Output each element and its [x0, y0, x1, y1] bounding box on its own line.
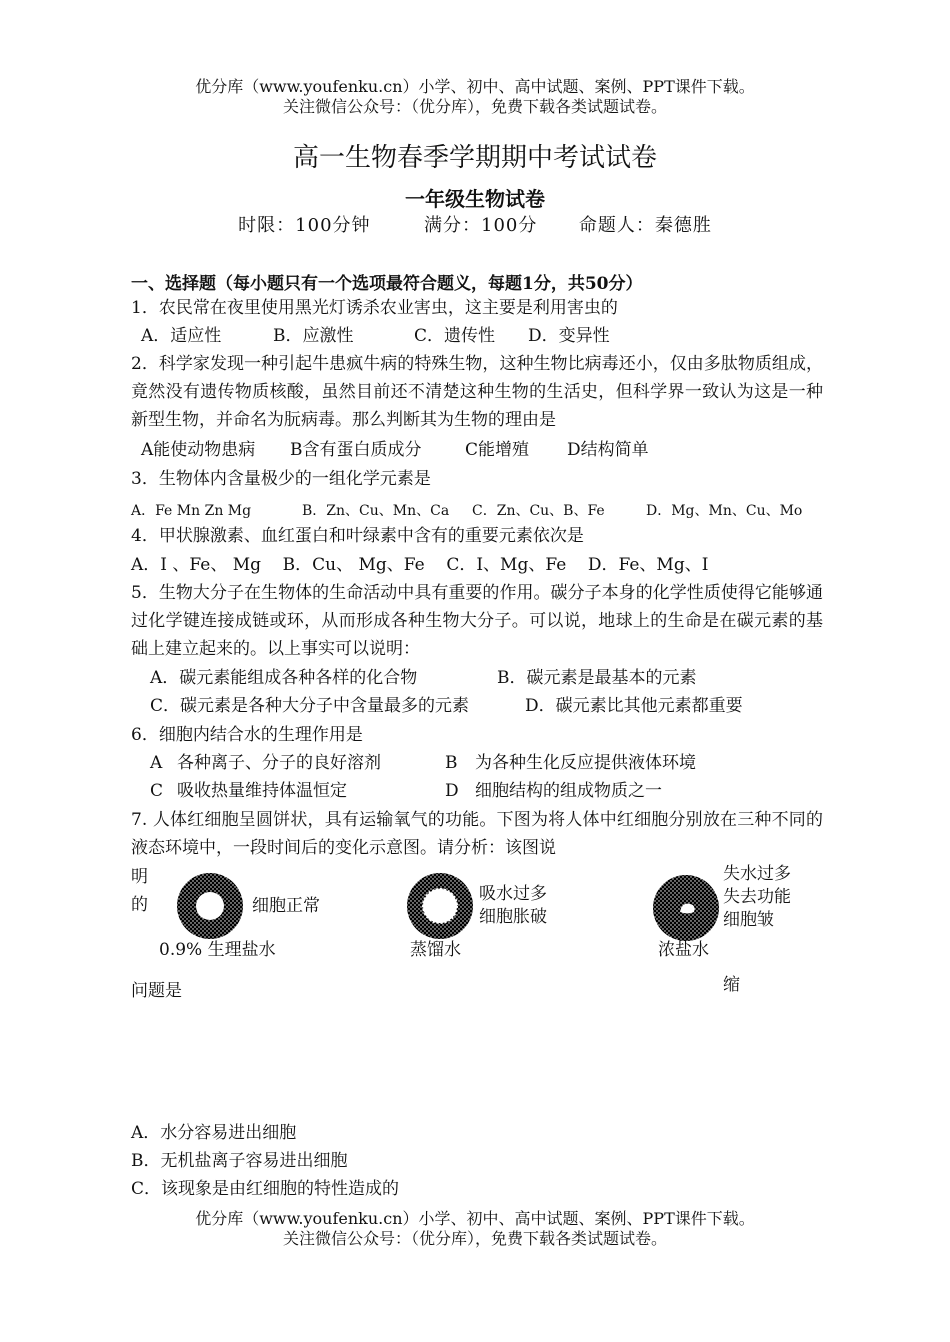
- q7-stem: 7. 人体红细胞呈圆饼状，具有运输氧气的功能。下图为将人体中红细胞分别放在三种不同的液态环境中，一段时间后的变化示意图。请分析：该图说: [131, 810, 823, 858]
- section-heading: 一、选择题（每小题只有一个选项最符合题义，每题1分，共50分）: [131, 274, 643, 294]
- cell1-environment: 0.9% 生理盐水: [159, 940, 276, 960]
- cell2-environment: 蒸馏水: [410, 940, 461, 960]
- q6-option-b: 为各种生化反应提供液体环境: [475, 753, 696, 773]
- q3-option-c: C．Zn、Cu、B、Fe: [472, 503, 605, 519]
- q1-option-a: A．适应性: [141, 326, 222, 346]
- q1-option-d: D．变异性: [528, 326, 610, 346]
- time-limit: 时限：100分钟: [238, 215, 371, 236]
- full-score: 满分：100分: [424, 215, 538, 236]
- q7-side-text-3: 问题是: [131, 981, 182, 1001]
- site-header-line2: 关注微信公众号：（优分库），免费下载各类试题试卷。: [282, 97, 667, 116]
- q5-stem: 5．生物大分子在生物体的生命活动中具有重要的作用。碳分子本身的化学性质使得它能够通过化学键连接成链或环，从而形成各种生物大分子。可以说，地球上的生命是在碳元素的基础上建立起来的。以上事实可以说明：: [131, 583, 823, 659]
- q1-option-c: C．遗传性: [414, 326, 496, 346]
- q7-side-text-1: 明: [131, 867, 148, 887]
- q3-option-b: B．Zn、Cu、Mn、Ca: [302, 503, 450, 519]
- page-title: 高一生物春季学期期中考试试卷: [292, 143, 657, 173]
- page-subtitle: 一年级生物试卷: [405, 187, 545, 211]
- q5-option-b: B．碳元素是最基本的元素: [497, 668, 697, 688]
- q5-option-d: D．碳元素比其他元素都重要: [525, 696, 743, 716]
- cell1-label: 细胞正常: [252, 896, 320, 916]
- q6-option-d-letter: D: [445, 781, 459, 801]
- q3-option-a: A．Fe Mn Zn Mg: [131, 503, 252, 519]
- cell2-label-line1: 吸水过多: [479, 884, 547, 904]
- cell3-environment: 浓盐水: [658, 940, 709, 960]
- author: 命题人：秦德胜: [578, 215, 712, 236]
- q7-option-b: B．无机盐离子容易进出细胞: [131, 1151, 348, 1171]
- cell2-label-line2: 细胞胀破: [479, 907, 547, 927]
- q5-option-a: A．碳元素能组成各种各样的化合物: [150, 668, 418, 688]
- q2-stem: 2．科学家发现一种引起牛患疯牛病的特殊生物，这种生物比病毒还小，仅由多肽物质组成，竟然没有遗传物质核酸，虽然目前还不清楚这种生物的生活史，但科学界一致认为这是一种新型生物，并命名为朊病毒。那么判断其为生物的理由是: [131, 354, 823, 430]
- swollen-cell-icon: [406, 872, 474, 940]
- q1-stem: 1．农民常在夜里使用黑光灯诱杀农业害虫，这主要是利用害虫的: [131, 298, 618, 318]
- q7-option-c: C．该现象是由红细胞的特性造成的: [131, 1179, 400, 1199]
- q6-option-a: 各种离子、分子的良好溶剂: [177, 753, 381, 773]
- q6-option-c-letter: C: [150, 781, 164, 801]
- q6-option-d: 细胞结构的组成物质之一: [475, 781, 662, 801]
- exam-info: [0, 211, 950, 237]
- q1-option-b: B．应激性: [273, 326, 354, 346]
- q5-option-c: C．碳元素是各种大分子中含量最多的元素: [150, 696, 470, 716]
- site-footer-line1: 优分库（www.youfenku.cn）小学、初中、高中试题、案例、PPT课件下载。: [195, 1209, 755, 1228]
- site-footer-line2: 关注微信公众号：（优分库），免费下载各类试题试卷。: [282, 1229, 667, 1248]
- q2-option-a: A能使动物患病: [141, 440, 256, 460]
- site-header-line1: 优分库（www.youfenku.cn）小学、初中、高中试题、案例、PPT课件下载。: [195, 77, 755, 96]
- q6-option-c: 吸收热量维持体温恒定: [177, 781, 347, 801]
- cell3-label-line3: 细胞皱: [723, 910, 774, 930]
- q6-option-b-letter: B: [445, 753, 458, 773]
- q7-side-text-2: 的: [131, 895, 148, 915]
- q3-stem: 3．生物体内含量极少的一组化学元素是: [131, 469, 431, 489]
- q2-option-c: C能增殖: [465, 440, 530, 460]
- q2-option-d: D结构简单: [567, 440, 649, 460]
- q4-stem: 4．甲状腺激素、血红蛋白和叶绿素中含有的重要元素依次是: [131, 526, 584, 546]
- shrunken-cell-icon: [652, 874, 720, 942]
- cell3-label-line2: 失去功能: [723, 887, 791, 907]
- q7-option-a: A．水分容易进出细胞: [131, 1123, 297, 1143]
- q6-option-a-letter: A: [150, 753, 163, 773]
- normal-cell-icon: [176, 872, 244, 940]
- cell3-label-line1: 失水过多: [723, 864, 791, 884]
- cell3-label-line4: 缩: [723, 975, 740, 995]
- q6-stem: 6．细胞内结合水的生理作用是: [131, 725, 363, 745]
- q3-option-d: D．Mg、Mn、Cu、Mo: [646, 503, 803, 519]
- q2-option-b: B含有蛋白质成分: [290, 440, 422, 460]
- q4-options: A．I 、Fe、 Mg B．Cu、 Mg、Fe C．I、Mg、Fe D．Fe、Mg、I: [131, 555, 709, 575]
